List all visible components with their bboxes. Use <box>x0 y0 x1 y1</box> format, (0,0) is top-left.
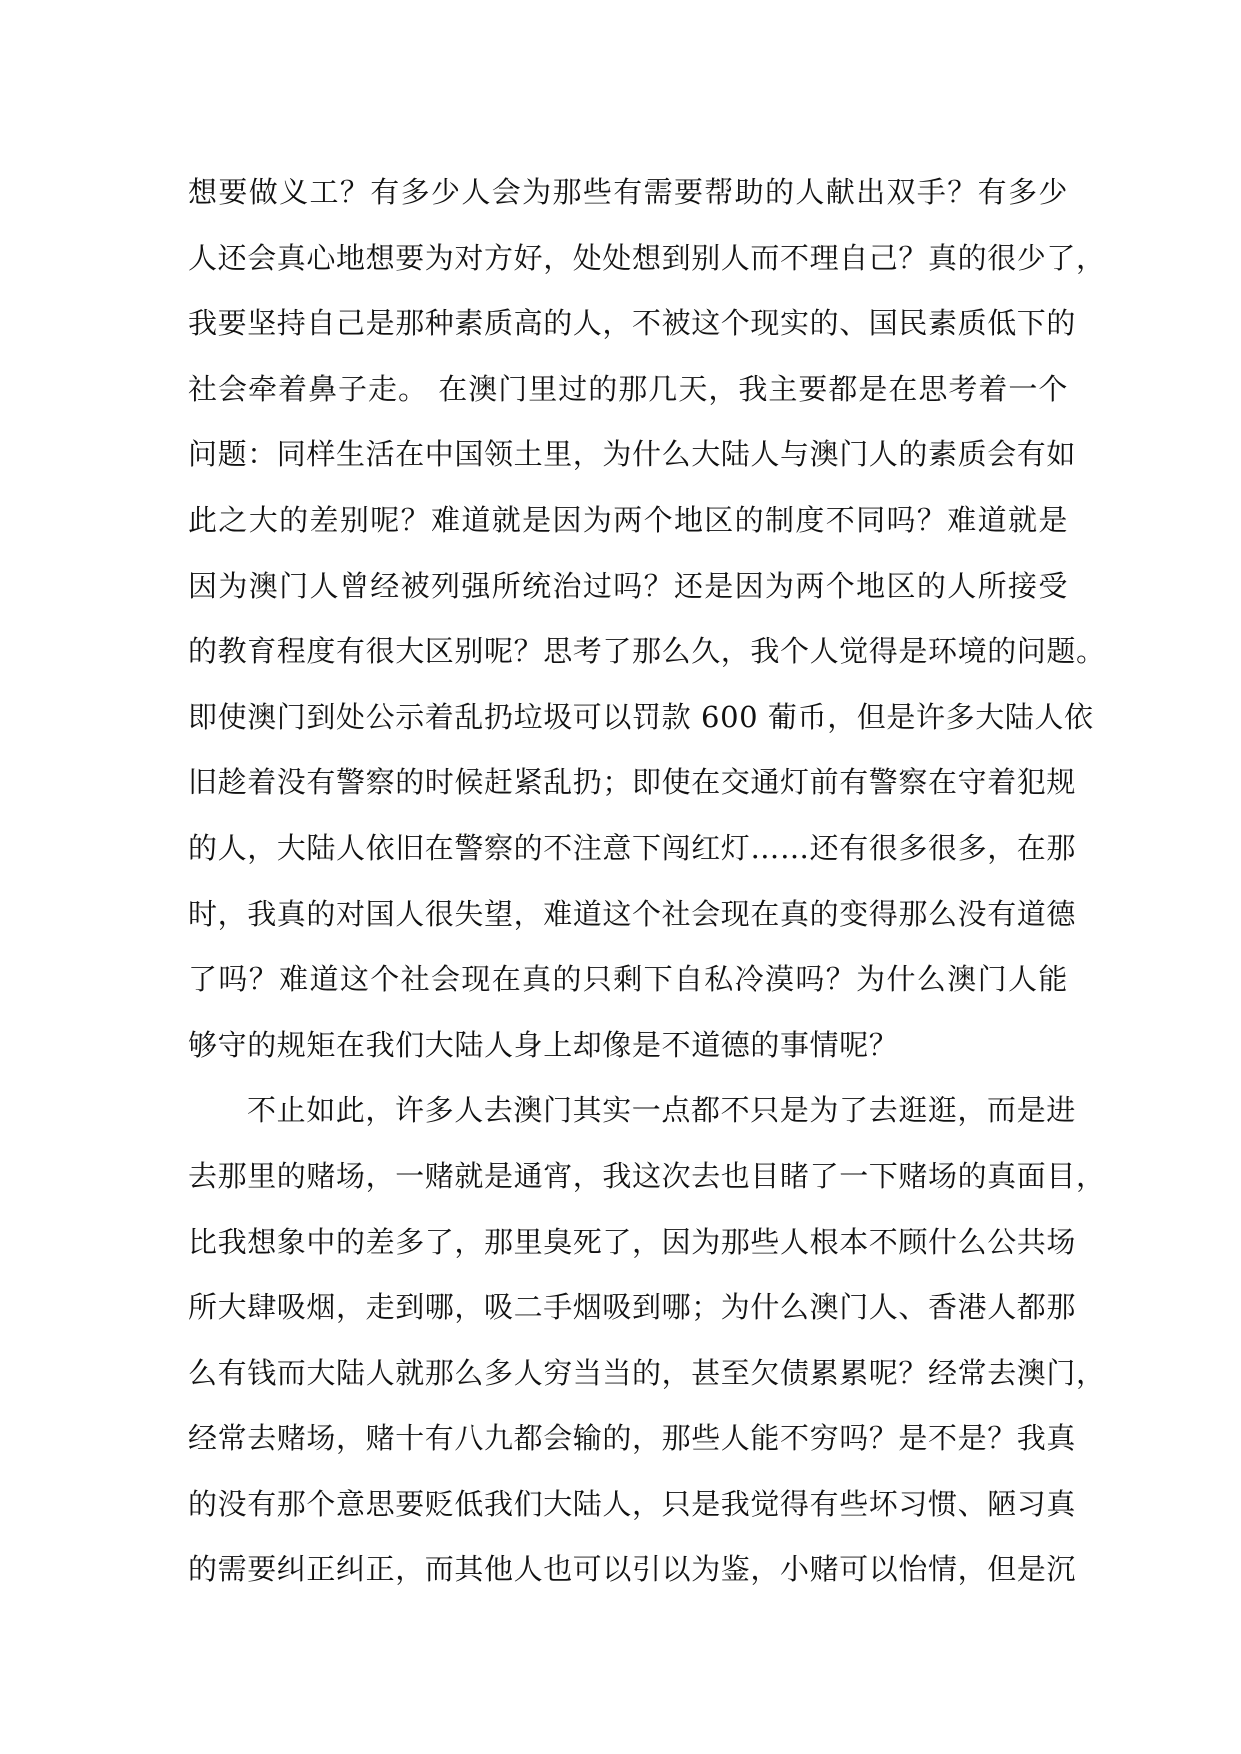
text-line: 经常去赌场，赌十有八九都会输的，那些人能不穷吗？是不是？我真 <box>188 1421 1077 1456</box>
text-line: 比我想象中的差多了，那里臭死了，因为那些人根本不顾什么公共场 <box>188 1224 1077 1259</box>
paragraph-1 <box>188 160 1106 1078</box>
text-line: 因为澳门人曾经被列强所统治过吗？还是因为两个地区的人所接受 <box>188 568 1068 603</box>
text-line: 人还会真心地想要为对方好，处处想到别人而不理自己？真的很少了， <box>188 240 1106 275</box>
text-line: 即使澳门到处公示着乱扔垃圾可以罚款 600 葡币，但是许多大陆人依 <box>188 699 1094 734</box>
text-line: 的教育程度有很大区别呢？思考了那么久，我个人觉得是环境的问题。 <box>188 634 1106 669</box>
text-line: 此之大的差别呢？难道就是因为两个地区的制度不同吗？难道就是 <box>188 502 1068 537</box>
text-line: 了吗？难道这个社会现在真的只剩下自私冷漠吗？为什么澳门人能 <box>188 962 1068 997</box>
text-line: 旧趁着没有警察的时候赶紧乱扔；即使在交通灯前有警察在守着犯规 <box>188 765 1077 800</box>
text-line: 时，我真的对国人很失望，难道这个社会现在真的变得那么没有道德 <box>188 896 1077 931</box>
text-line: 我要坚持自己是那种素质高的人，不被这个现实的、国民素质低下的 <box>188 306 1077 341</box>
text-line: 去那里的赌场，一赌就是通宵，我这次去也目睹了一下赌场的真面目， <box>188 1158 1106 1193</box>
text-line: 么有钱而大陆人就那么多人穷当当的，甚至欠债累累呢？经常去澳门， <box>188 1355 1106 1390</box>
text-line: 够守的规矩在我们大陆人身上却像是不道德的事情呢？ <box>188 1027 899 1062</box>
paragraph-2 <box>188 1078 1106 1603</box>
text-line: 想要做义工？有多少人会为那些有需要帮助的人献出双手？有多少 <box>188 175 1068 209</box>
text-line: 的人，大陆人依旧在警察的不注意下闯红灯……还有很多很多，在那 <box>188 830 1077 865</box>
text-line: 的没有那个意思要贬低我们大陆人，只是我觉得有些坏习惯、陋习真 <box>188 1486 1077 1521</box>
text-line: 的需要纠正纠正，而其他人也可以引以为鉴，小赌可以怡情，但是沉 <box>188 1552 1077 1587</box>
text-line: 社会牵着鼻子走。 在澳门里过的那几天，我主要都是在思考着一个 <box>188 371 1068 406</box>
text-line: 问题：同样生活在中国领土里，为什么大陆人与澳门人的素质会有如 <box>188 437 1077 472</box>
text-line: 不止如此，许多人去澳门其实一点都不只是为了去逛逛，而是进 <box>247 1093 1076 1128</box>
document-body <box>188 160 1106 1603</box>
text-line: 所大肆吸烟，走到哪，吸二手烟吸到哪；为什么澳门人、香港人都那 <box>188 1290 1077 1325</box>
